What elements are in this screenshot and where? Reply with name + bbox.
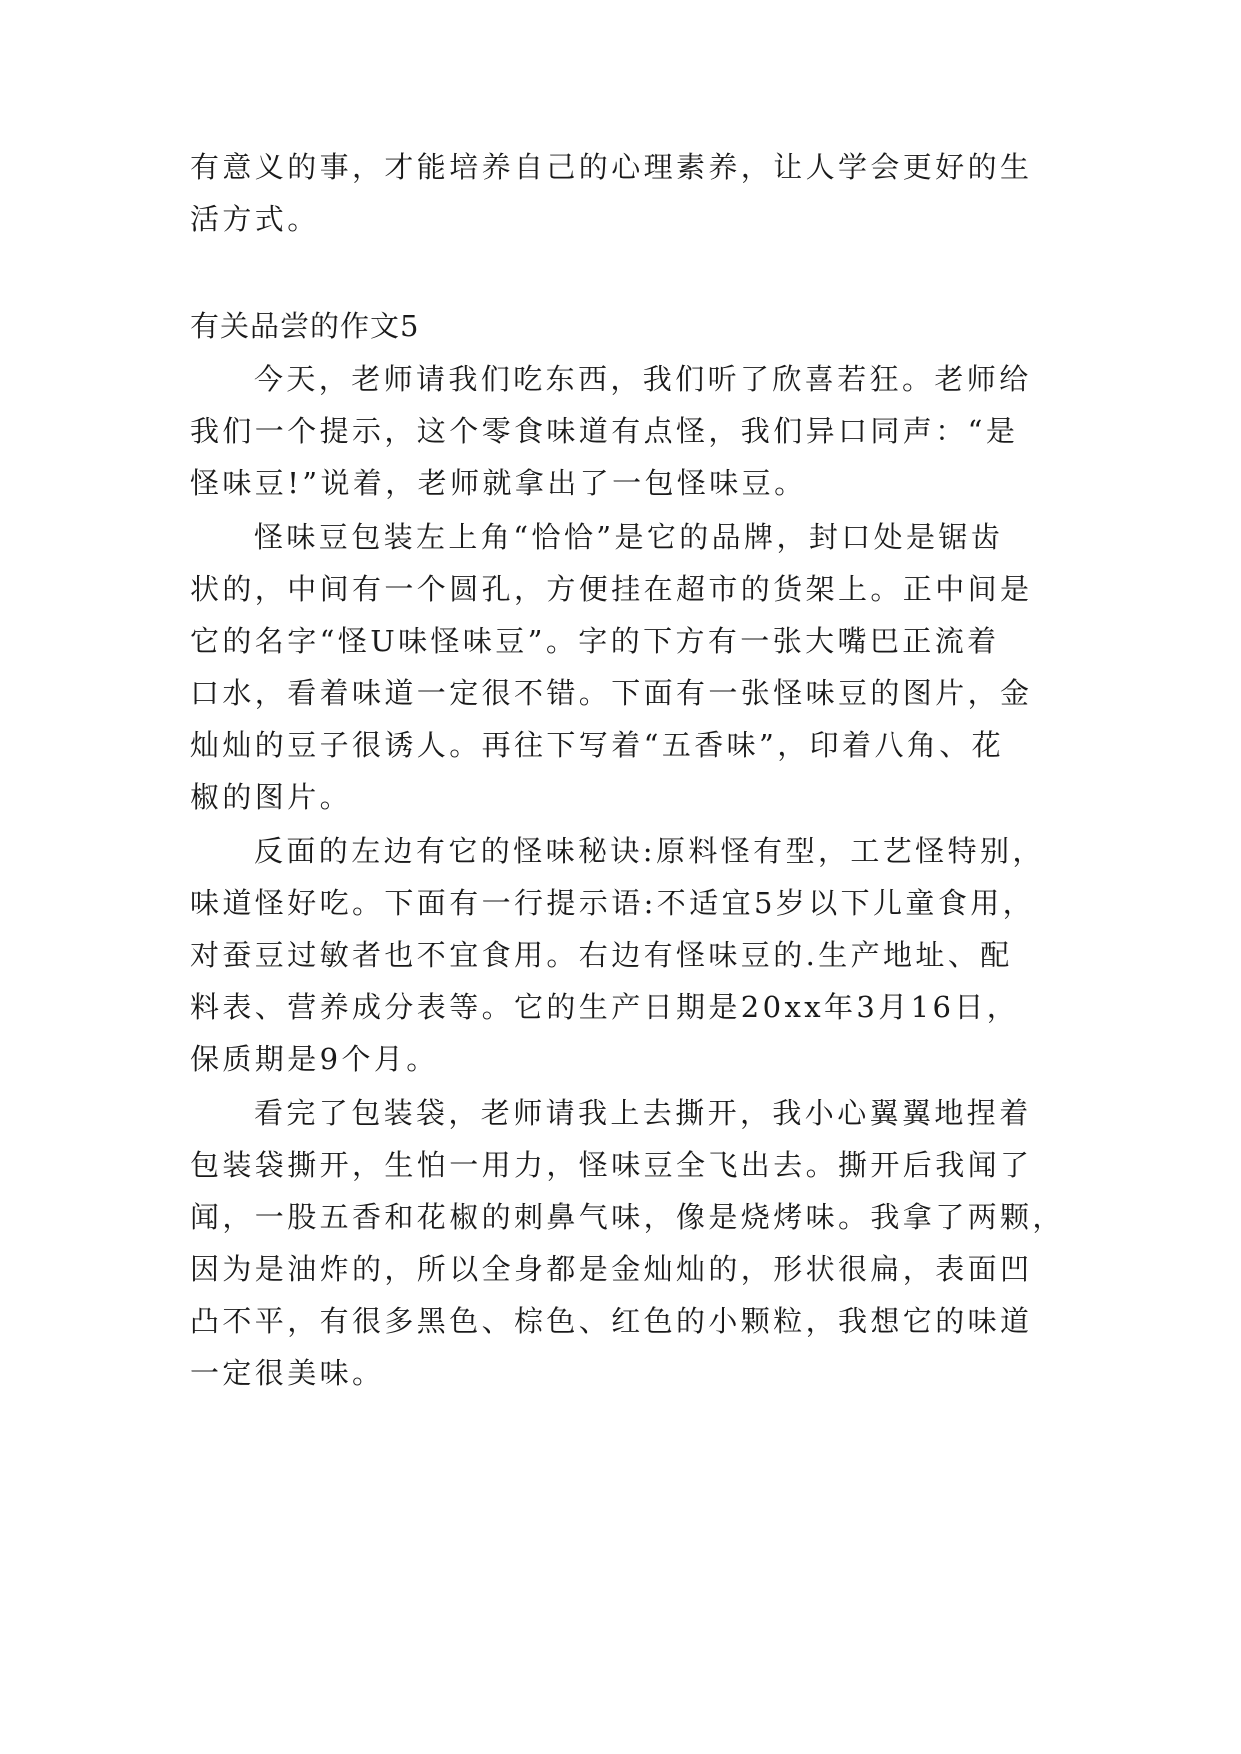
paragraph-line: 今天，老师请我们吃东西，我们听了欣喜若狂。老师给 [254,362,1032,396]
paragraph-line: 因为是油炸的，所以全身都是金灿灿的，形状很扁，表面凹 [190,1252,1033,1286]
paragraph-line: 它的名字“怪U味怪味豆”。字的下方有一张大嘴巴正流着 [190,624,1000,658]
paragraph-line: 一定很美味。 [190,1356,385,1390]
intro-line: 有意义的事，才能培养自己的心理素养，让人学会更好的生 [190,150,1033,184]
paragraph-line: 对蚕豆过敏者也不宜食用。右边有怪味豆的.生产地址、配 [190,938,1013,972]
paragraph-line: 反面的左边有它的怪味秘诀:原料怪有型，工艺怪特别， [254,834,1045,868]
paragraph-line: 包装袋撕开，生怕一用力，怪味豆全飞出去。撕开后我闻了 [190,1148,1033,1182]
paragraph-line: 口水，看着味道一定很不错。下面有一张怪味豆的图片，金 [190,676,1033,710]
paragraph-line: 我们一个提示，这个零食味道有点怪，我们异口同声：“是 [190,414,1019,448]
paragraph-line: 味道怪好吃。下面有一行提示语:不适宜5岁以下儿童食用， [190,886,1036,920]
paragraph-line: 看完了包装袋，老师请我上去撕开，我小心翼翼地捏着 [254,1096,1032,1130]
paragraph-line: 怪味豆!”说着，老师就拿出了一包怪味豆。 [190,466,807,500]
paragraph-line: 闻，一股五香和花椒的刺鼻气味，像是烧烤味。我拿了两颗， [190,1200,1065,1234]
section-heading: 有关品尝的作文5 [190,309,420,343]
paragraph-line: 凸不平，有很多黑色、棕色、红色的小颗粒，我想它的味道 [190,1304,1033,1338]
paragraph-line: 椒的图片。 [190,780,353,814]
paragraph-line: 保质期是9个月。 [190,1042,439,1076]
paragraph-line: 灿灿的豆子很诱人。再往下写着“五香味”，印着八角、花 [190,728,1005,762]
paragraph-line: 怪味豆包装左上角“恰恰”是它的品牌，封口处是锯齿 [254,520,1004,554]
paragraph-line: 料表、营养成分表等。它的生产日期是20xx年3月16日， [190,990,1020,1024]
intro-line: 活方式。 [190,202,320,236]
paragraph-line: 状的，中间有一个圆孔，方便挂在超市的货架上。正中间是 [190,572,1033,606]
